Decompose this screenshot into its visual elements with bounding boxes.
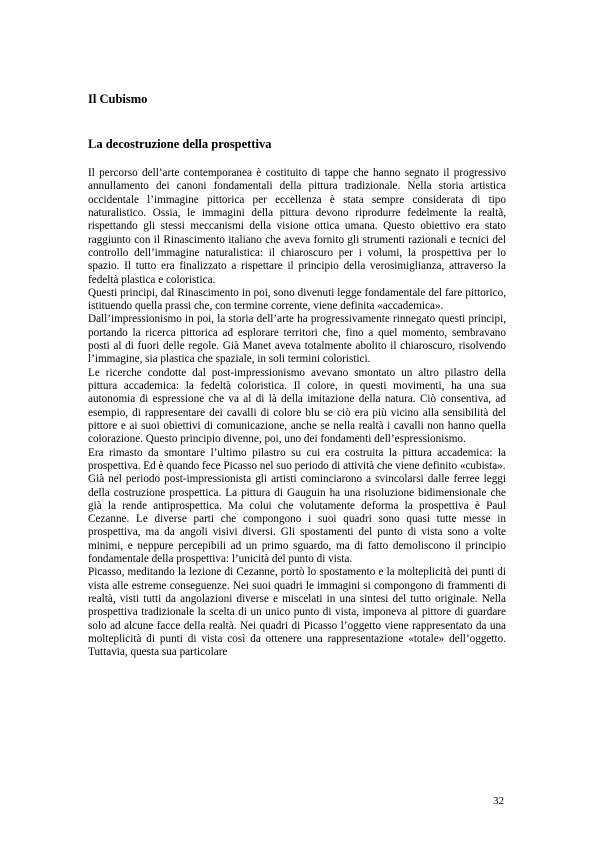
paragraph: Picasso, meditando la lezione di Cezanne, portò lo spostamento e la molteplicità dei punti di vista alle estreme conseguenze. Nei suoi quadri le immagini si compongono di frammenti di realtà, visti tutti da angolazioni diverse e miscelati in una sintesi del tutto originale. Nella prospettiva tradizionale la scelta di un unico punto di vista, imponeva al pittore di guardare solo ad alcune facce della realtà. Nei quadri di Picasso l’oggetto viene rappresentato da una molteplicità di punti di vista così da ottenere una rappresentazione «totale» dell’oggetto. Tuttavia, questa sua particolare	[88, 566, 506, 659]
chapter-title: Il Cubismo	[88, 92, 148, 106]
paragraph: Dall’impressionismo in poi, la storia dell’arte ha progressivamente rinnegato questi principi, portando la ricerca pittorica ad esplorare territori che, fino a quel momento, sembravano posti al di fuori delle regole. Già Manet aveva totalmente abolito il chiaroscuro, risolvendo l’immagine, sia plastica che spaziale, in soli termini coloristici.	[88, 313, 506, 366]
paragraph: Questi principi, dal Rinascimento in poi, sono divenuti legge fondamentale del fare pittorico, istituendo quella prassi che, con termine corrente, viene definita «accademica».	[88, 286, 506, 313]
paragraph: Le ricerche condotte dal post-impressionismo avevano smontato un altro pilastro della pittura accademica: la fedeltà coloristica. Il colore, in questi movimenti, ha una sua autonomia di espressione che va al di là della imitazione della natura. Ciò consentiva, ad esempio, di rappresentare dei cavalli di colore blu se ciò era più vicino alla sensibilità del pittore e ai suoi obiettivi di comunicazione, anche se nella realtà i cavalli non hanno quella colorazione. Questo principio divenne, poi, uno dei fondamenti dell’espressionismo.	[88, 366, 506, 446]
paragraph: Era rimasto da smontare l’ultimo pilastro su cui era costruita la pittura accademica: la prospettiva. Ed è quando fece Picasso nel suo periodo di attività che viene definito «cubista».	[88, 446, 506, 472]
paragraph: Il percorso dell’arte contemporanea è costituito di tappe che hanno segnato il progressivo annullamento dei canoni fondamentali della pittura tradizionale. Nella storia artistica occidentale l’immagine pittorica per eccellenza è stata sempre considerata di tipo naturalistico. Ossia, le immagini della pittura devono riprodurre fedelmente la realtà, rispettando gli stessi meccanismi della visione ottica umana. Questo obiettivo era stato raggiunto con il Rinascimento italiano che aveva fornito gli strumenti razionali e tecnici del controllo dell’immagine naturalistica: il chiaroscuro per i volumi, la prospettiva per lo spazio. Il tutto era finalizzato a rispettare il principio della verosimiglianza, attraverso la fedeltà plastica e coloristica.	[88, 167, 506, 286]
body-text	[88, 167, 506, 660]
paragraph: Già nel periodo post-impressionista gli artisti cominciarono a svincolarsi dalle ferree leggi della costruzione prospettica. La pittura di Gauguin ha una risoluzione bidimensionale che già la rende antiprospettica. Ma colui che volutamente deforma la prospettiva è Paul Cezanne. Le diverse parti che compongono i suoi quadri sono quasi tutte messe in prospettiva, ma da angoli visivi diversi. Gli spostamenti del punto di vista sono a volte minimi, e neppure percepibili ad un primo sguardo, ma di fatto demoliscono il principio fondamentale della prospettiva: l’unicità del punto di vista.	[88, 473, 506, 566]
section-title: La decostruzione della prospettiva	[88, 137, 272, 151]
page-number: 32	[493, 795, 504, 807]
